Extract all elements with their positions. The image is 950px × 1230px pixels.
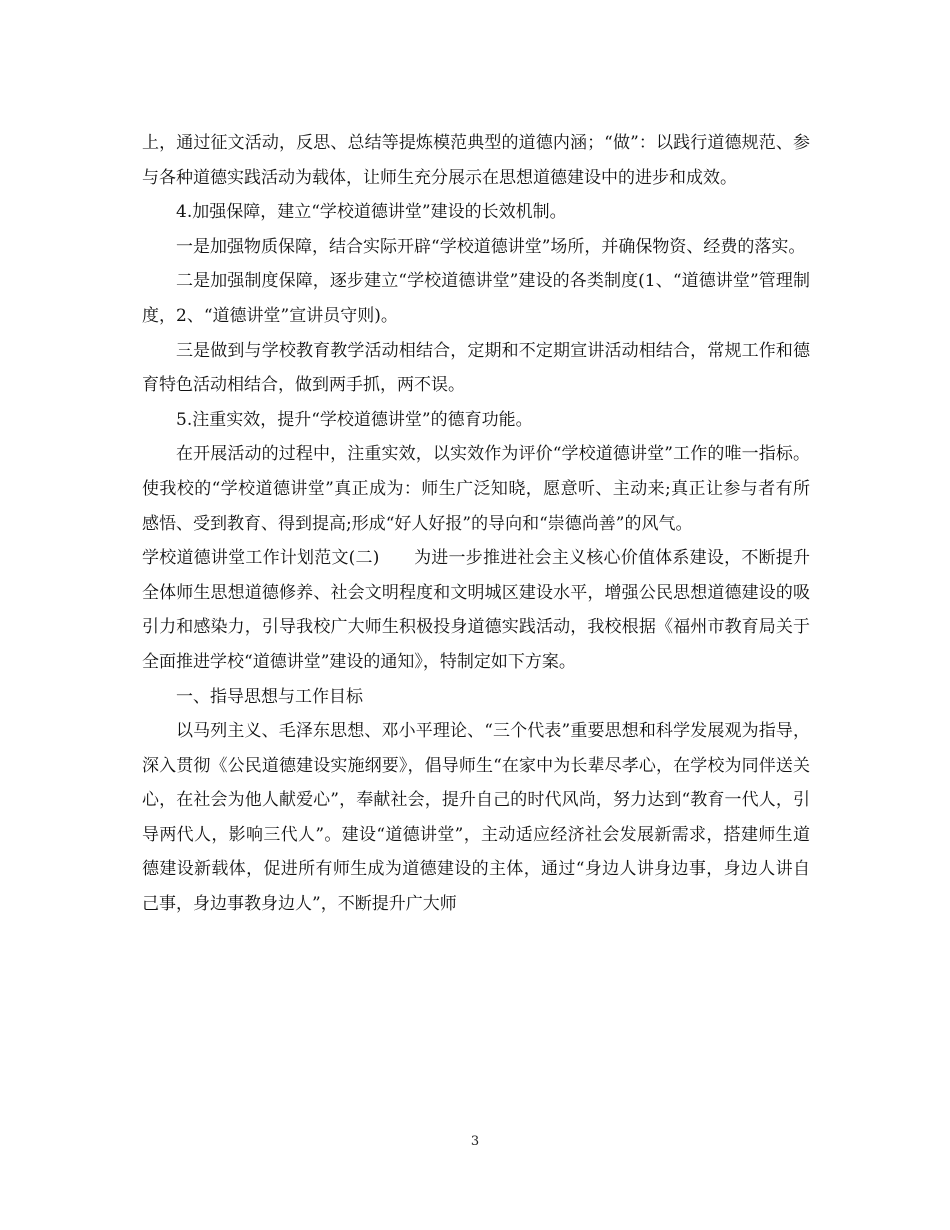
paragraph: 一是加强物质保障，结合实际开辟“学校道德讲堂”场所，并确保物资、经费的落实。 [176,236,806,257]
paragraph: 5.注重实效，提升“学校道德讲堂”的德育功能。 [176,409,533,430]
paragraph: 4.加强保障，建立“学校道德讲堂”建设的长效机制。 [176,202,567,223]
document-body [142,126,810,922]
paragraph: 学校道德讲堂工作计划范文(二) 为进一步推进社会主义核心价值体系建设，不断提升全体师生思想道德修养、社会文明程度和文明城区建设水平，增强公民思想道德建设的吸引力和感染力，引导我校广大师生积极投身道德实践活动，我校根据《福州市教育局关于全面推进学校“道德讲堂”建设的通知》，特制定如下方案。 [142,548,810,672]
page-number: 3 [470,1134,480,1149]
paragraph: 二是加强制度保障，逐步建立“学校道德讲堂”建设的各类制度(1、“道德讲堂”管理制度，2、“道德讲堂”宣讲员守则)。 [142,271,810,326]
paragraph: 三是做到与学校教育教学活动相结合，定期和不定期宣讲活动相结合，常规工作和德育特色活动相结合，做到两手抓，两不误。 [142,340,810,396]
paragraph: 以马列主义、毛泽东思想、邓小平理论、“三个代表”重要思想和科学发展观为指导，深入贯彻《公民道德建设实施纲要》，倡导师生“在家中为长辈尽孝心，在学校为同伴送关心，在社会为他人献爱心”，奉献社会，提升自己的时代风尚，努力达到“教育一代人，引导两代人，影响三代人”。建设“道德讲堂”，主动适应经济社会发展新需求，搭建师生道德建设新载体，促进所有师生成为道德建设的主体，通过“身边人讲身边事，身边人讲自己事，身边事教身边人”，不断提升广大师 [142,721,810,915]
section-heading: 一、指导思想与工作目标 [176,686,363,707]
paragraph: 上，通过征文活动，反思、总结等提炼模范典型的道德内涵；“做”：以践行道德规范、参与各种道德实践活动为载体，让师生充分展示在思想道德建设中的进步和成效。 [142,133,810,188]
paragraph: 在开展活动的过程中，注重实效，以实效作为评价“学校道德讲堂”工作的唯一指标。使我校的“学校道德讲堂”真正成为：师生广泛知晓，愿意听、主动来;真正让参与者有所感悟、受到教育、得到提高;形成“好人好报”的导向和“崇德尚善”的风气。 [142,444,810,534]
